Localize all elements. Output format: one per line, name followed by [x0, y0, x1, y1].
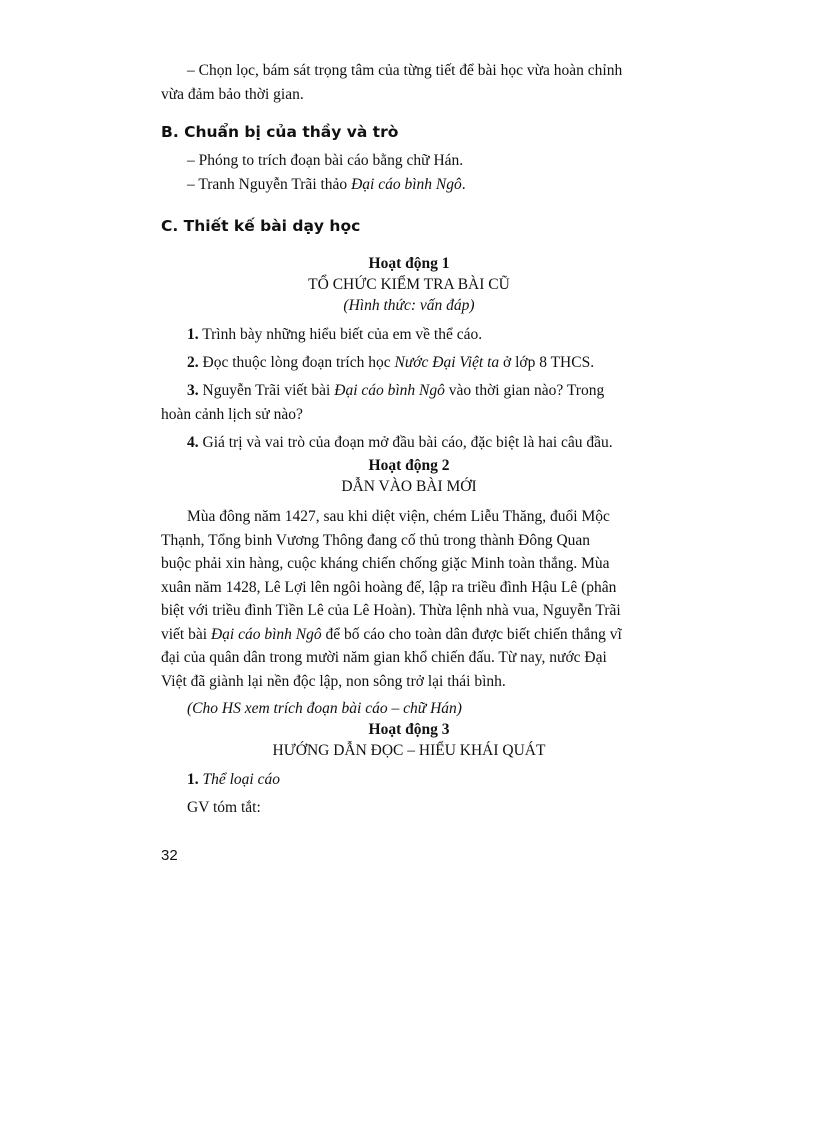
section-b-item-2-prefix: – Tranh Nguyễn Trãi thảo: [187, 176, 352, 193]
activity-2-line-6: [161, 623, 657, 647]
activity-1-label: Hoạt động 1: [368, 255, 450, 272]
question-1-text: Trình bày những hiểu biết của em về thể cáo.: [198, 326, 483, 343]
section-c-heading: C. Thiết kế bài dạy học: [161, 217, 361, 235]
activity-2-line-2: Thạnh, Tổng binh Vương Thông đang cố thủ trong thành Đông Quan: [161, 531, 591, 549]
activity-3-item-1: [161, 768, 657, 792]
question-4-text: Giá trị và vai trò của đoạn mở đầu bài cáo, đặc biệt là hai câu đầu.: [198, 434, 613, 451]
question-2-prefix: Đọc thuộc lòng đoạn trích học: [198, 354, 395, 371]
activity-2-paragraph: [161, 505, 657, 721]
question-3-suffix: vào thời gian nào? Trong: [444, 382, 605, 399]
activity-2-line-8: Việt đã giành lại nền độc lập, non sông trở lại thái bình.: [161, 672, 506, 690]
section-b-item-1: – Phóng to trích đoạn bài cáo bằng chữ Hán.: [187, 152, 464, 169]
activity-2-line-3: buộc phải xin hàng, cuộc kháng chiến chống giặc Minh toàn thắng. Mùa: [161, 555, 610, 572]
activity-2-label: Hoạt động 2: [368, 457, 450, 474]
question-3-prefix: Nguyễn Trãi viết bài: [198, 382, 335, 399]
activity-2-title: DẪN VÀO BÀI MỚI: [341, 478, 477, 495]
activity-3-item-1-number: 1.: [187, 771, 199, 788]
section-b-heading: B. Chuẩn bị của thầy và trò: [161, 123, 399, 141]
section-b-item-2: [161, 173, 657, 197]
activity-3-item-1-text: Thể loại cáo: [198, 771, 280, 788]
activity-1-questions: [161, 323, 657, 455]
question-2-suffix: ở lớp 8 THCS.: [499, 354, 595, 371]
activity-1-question-3-line-1: [161, 379, 657, 403]
question-3-number: 3.: [187, 382, 199, 399]
page-number: 32: [161, 847, 178, 864]
section-b-item-2-suffix: .: [461, 176, 466, 193]
activity-3-gv-summary: GV tóm tắt:: [187, 799, 261, 816]
activity-2-line-4: xuân năm 1428, Lê Lợi lên ngôi hoàng đế, lập ra triều đình Hậu Lê (phân: [161, 578, 617, 596]
activity-1-question-4: [161, 431, 657, 455]
section-b-item-2-title: Đại cáo bình Ngô: [351, 176, 462, 193]
activity-2-line-6-prefix: viết bài: [161, 625, 211, 643]
intro-paragraph: [161, 59, 657, 107]
intro-line-2: vừa đảm bảo thời gian.: [161, 86, 304, 103]
activity-2-note: (Cho HS xem trích đoạn bài cáo – chữ Hán): [187, 700, 462, 717]
question-1-number: 1.: [187, 326, 199, 343]
activity-1-subtitle: (Hình thức: vấn đáp): [343, 297, 475, 314]
activity-1-title: TỔ CHỨC KIỂM TRA BÀI CŨ: [308, 276, 510, 293]
question-2-number: 2.: [187, 354, 199, 371]
activity-2-line-5: biệt với triều đình Tiền Lê của Lê Hoàn). Thừa lệnh nhà vua, Nguyễn Trãi: [161, 602, 621, 619]
activity-2-line-6-suffix: để bố cáo cho toàn dân được biết chiến thắng vĩ: [321, 625, 622, 643]
activity-3-label: Hoạt động 3: [368, 721, 450, 738]
question-2-title: Nước Đại Việt ta: [394, 354, 500, 371]
activity-2-line-1: Mùa đông năm 1427, sau khi diệt viện, chém Liễu Thăng, đuổi Mộc: [187, 508, 610, 525]
activity-1-question-2: [161, 351, 657, 375]
intro-line-1: – Chọn lọc, bám sát trọng tâm của từng tiết để bài học vừa hoàn chỉnh: [187, 62, 623, 79]
activity-2-line-7: đại của quân dân trong mười năm gian khổ chiến đấu. Từ nay, nước Đại: [161, 649, 607, 666]
activity-3-title: HƯỚNG DẪN ĐỌC – HIỂU KHÁI QUÁT: [272, 742, 546, 759]
activity-1-question-1: [161, 323, 657, 347]
activity-1-question-3-line-2: hoàn cảnh lịch sử nào?: [161, 406, 303, 423]
section-b-list: [161, 149, 657, 197]
activity-3-content: [161, 768, 657, 820]
activity-2-line-6-title: Đại cáo bình Ngô: [210, 625, 322, 643]
question-4-number: 4.: [187, 434, 199, 451]
question-3-title: Đại cáo bình Ngô: [334, 382, 445, 399]
